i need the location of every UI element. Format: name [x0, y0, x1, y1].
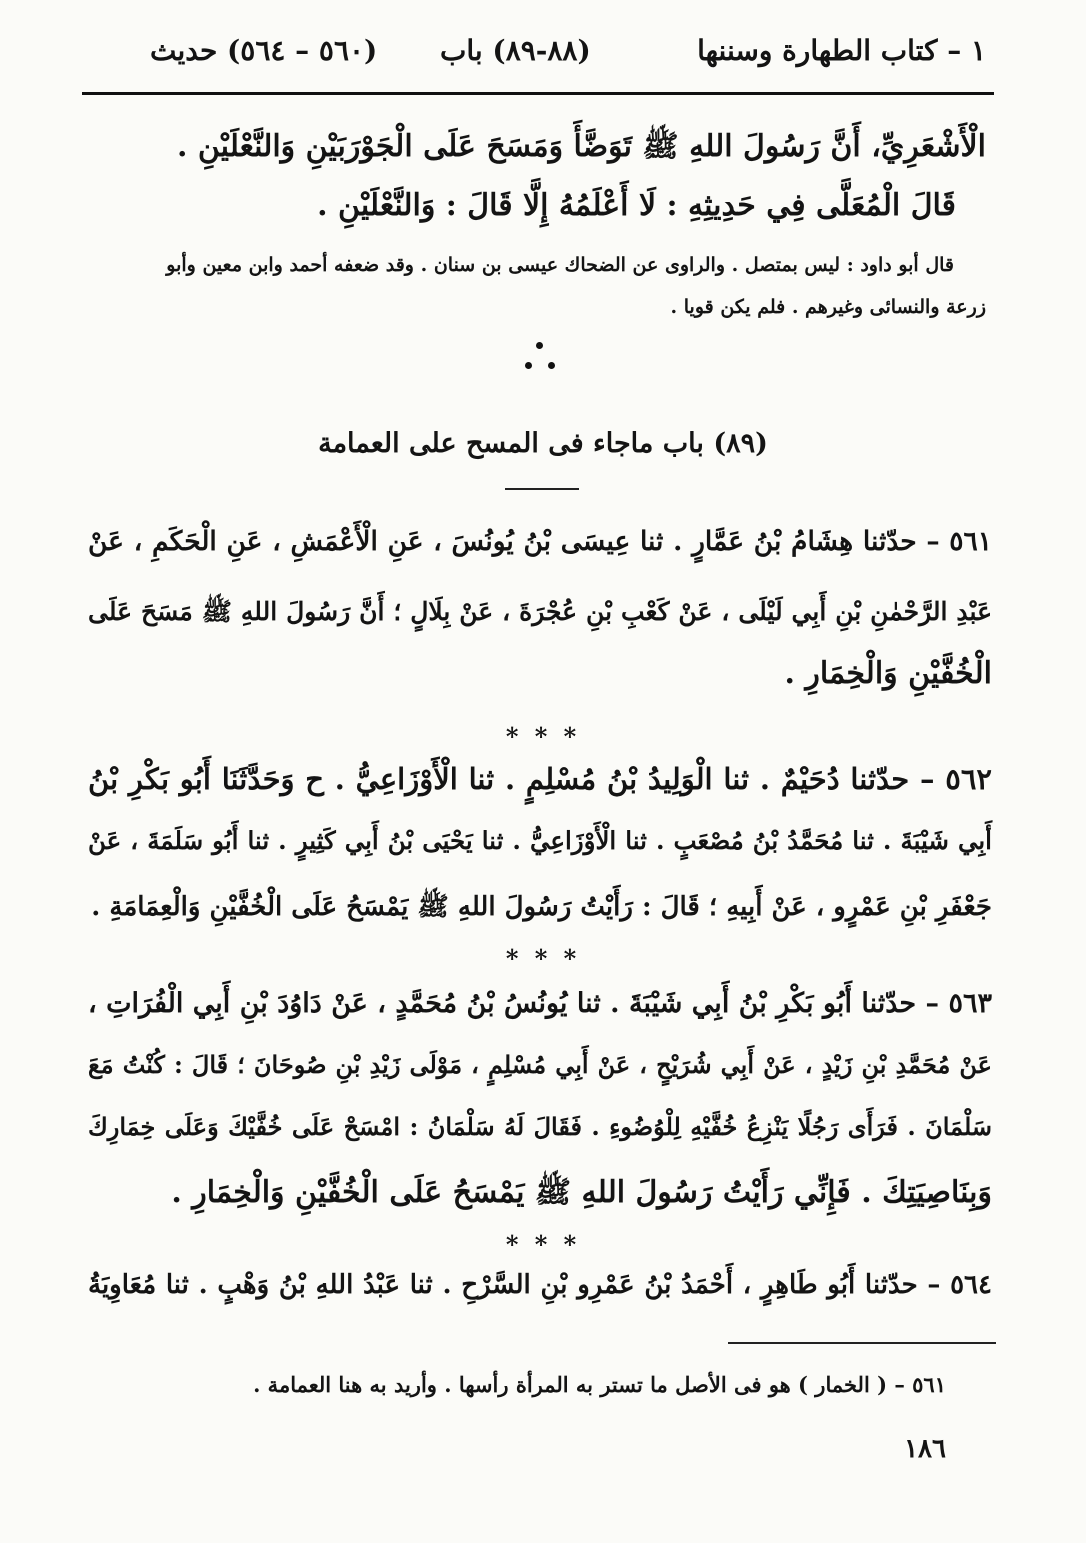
- hadith-563-line-4: وَبِنَاصِيَتِكَ . فَإِنِّي رَأَيْتُ رَسُولَ اللهِ ﷺ يَمْسَحُ عَلَى الْخُفَّيْنِ وَالْخِمَارِ .: [171, 1175, 992, 1210]
- hadith-561-line-2: عَبْدِ الرَّحْمٰنِ بْنِ أَبِي لَيْلَى ، عَنْ كَعْبِ بْنِ عُجْرَةَ ، عَنْ بِلَالٍ ؛ أَنَّ رَسُولَ اللهِ ﷺ مَسَحَ عَلَى: [88, 597, 992, 626]
- hadith-562-line-3: جَعْفَرِ بْنِ عَمْرٍو ، عَنْ أَبِيهِ ؛ قَالَ : رَأَيْتُ رَسُولَ اللهِ ﷺ يَمْسَحُ عَلَى الْخُفَّيْنِ وَالْعِمَامَةِ .: [91, 892, 992, 922]
- carryover-line-2: قَالَ الْمُعَلَّى فِي حَدِيثِهِ : لَا أَعْلَمُهُ إِلَّا قَالَ : وَالنَّعْلَيْنِ .: [317, 188, 956, 223]
- hadith-563-line-2: عَنْ مُحَمَّدِ بْنِ زَيْدٍ ، عَنْ أَبِي شُرَيْحٍ ، عَنْ أَبِي مُسْلِمٍ ، مَوْلَى زَيْدِ بْنِ صُوحَانَ ؛ قَالَ : كُنْتُ مَعَ: [88, 1050, 992, 1079]
- hadith-562-line-2: أَبِي شَيْبَةَ . ثنا مُحَمَّدُ بْنُ مُصْعَبٍ . ثنا الْأَوْزَاعِيُّ . ثنا يَحْيَى بْنُ أَبِي كَثِيرٍ . ثنا أَبُو سَلَمَةَ ، عَنْ: [88, 826, 992, 855]
- separator-stars-3: * * *: [505, 1230, 581, 1259]
- footnote-rule: [728, 1342, 996, 1344]
- separator-stars-1: * * *: [505, 722, 581, 751]
- commentary-line-1: قال أبو داود : ليس بمتصل . والراوى عن الضحاك عيسى بن سنان . وقد ضعفه أحمد وابن معين وأبو: [166, 254, 954, 276]
- running-header-chapters: (٨٨-٨٩) باب: [440, 34, 591, 67]
- carryover-line-1: الْأَشْعَرِيِّ، أَنَّ رَسُولَ اللهِ ﷺ تَوَضَّأَ وَمَسَحَ عَلَى الْجَوْرَبَيْنِ وَالنَّعْلَيْنِ .: [176, 129, 986, 164]
- hadith-563-line-3: سَلْمَانَ . فَرَأَى رَجُلًا يَنْزِعُ خُفَّيْهِ لِلْوُضُوءِ . فَقَالَ لَهُ سَلْمَانُ : امْسَحْ عَلَى خُفَّيْكَ وَعَلَى خِمَارِكَ: [88, 1112, 992, 1141]
- hadith-564-line-1: ٥٦٤ – حدّثنا أَبُو طَاهِرٍ ، أَحْمَدُ بْنُ عَمْرِو بْنِ السَّرْحِ . ثنا عَبْدُ اللهِ بْنُ وَهْبٍ . ثنا مُعَاوِيَةُ: [88, 1270, 992, 1300]
- header-rule: [82, 92, 994, 95]
- running-header-hadiths: (٥٦٠ – ٥٦٤) حديث: [150, 34, 378, 67]
- chapter-heading-rule: [505, 488, 579, 490]
- commentary-line-2: زرعة والنسائى وغيرهم . فلم يكن قويا .: [670, 296, 986, 318]
- separator-stars-2: * * *: [505, 944, 581, 973]
- chapter-heading: (٨٩) باب ماجاء فى المسح على العمامة: [318, 428, 768, 459]
- ornament-dots: [522, 340, 562, 380]
- hadith-563-line-1: ٥٦٣ – حدّثنا أَبُو بَكْرِ بْنُ أَبِي شَيْبَةَ . ثنا يُونُسُ بْنُ مُحَمَّدٍ ، عَنْ دَاوُدَ بْنِ أَبِي الْفُرَاتِ ،: [88, 988, 992, 1019]
- running-header-book: ١ – كتاب الطهارة وسننها: [697, 34, 986, 67]
- footnote: ٥٦١ – ( الخمار ) هو فى الأصل ما تستر به المرأة رأسها . وأريد به هنا العمامة .: [253, 1372, 946, 1397]
- hadith-561-line-1: ٥٦١ – حدّثنا هِشَامُ بْنُ عَمَّارٍ . ثنا عِيسَى بْنُ يُونُسَ ، عَنِ الْأَعْمَشِ ، عَنِ الْحَكَمِ ، عَنْ: [88, 526, 992, 557]
- page-number: ١٨٦: [904, 1434, 946, 1464]
- hadith-561-line-3: الْخُفَّيْنِ وَالْخِمَارِ .: [784, 656, 992, 691]
- hadith-562-line-1: ٥٦٢ – حدّثنا دُحَيْمٌ . ثنا الْوَلِيدُ بْنُ مُسْلِمٍ . ثنا الْأَوْزَاعِيُّ . ح وَحَدَّثَنَا أَبُو بَكْرِ بْنُ: [88, 762, 992, 796]
